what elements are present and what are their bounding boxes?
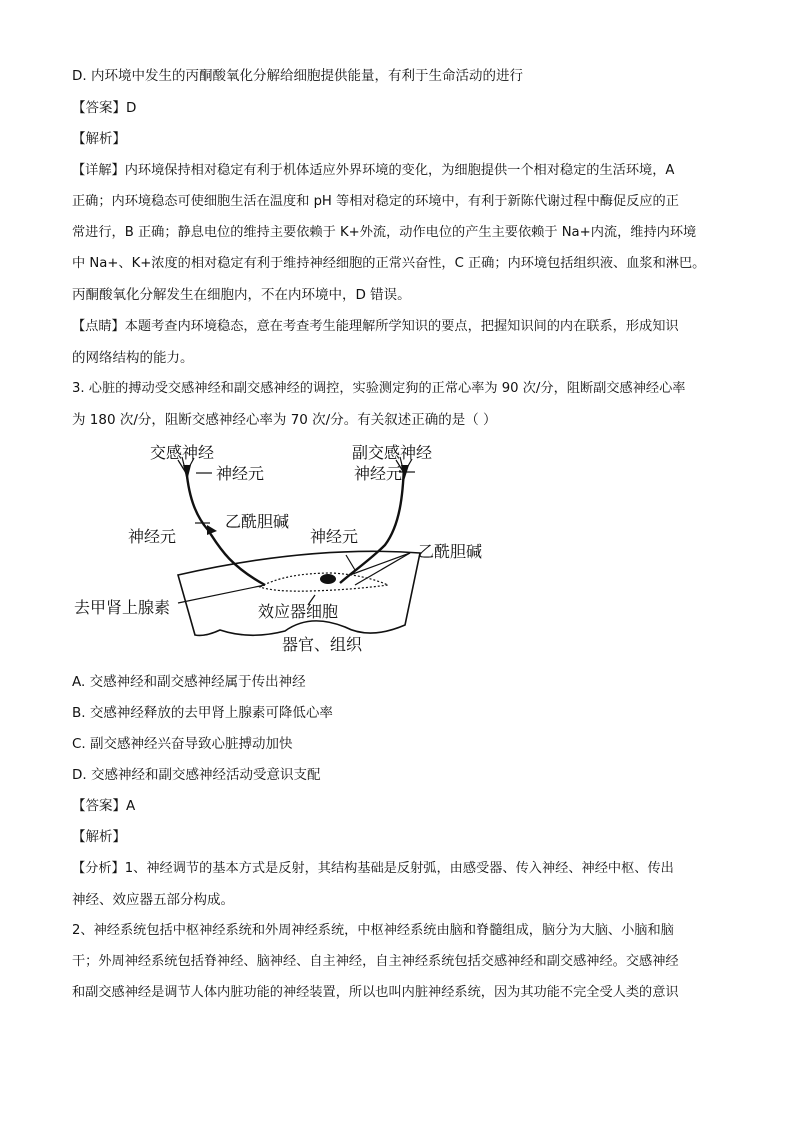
label-parasympathetic: 副交感神经 bbox=[352, 443, 433, 462]
label-effector-cell: 效应器细胞 bbox=[258, 602, 339, 621]
answer-label: 【答案】A bbox=[72, 798, 136, 814]
option-a: A. 交感神经和副交感神经属于传出神经 bbox=[72, 674, 306, 690]
analysis-text: 2、神经系统包括中枢神经系统和外周神经系统，中枢神经系统由脑和脊髓组成，脑分为大脑、小脑和脑 bbox=[72, 923, 674, 938]
answer-label: 【答案】D bbox=[72, 100, 137, 116]
question-stem: 3. 心脏的搏动受交感神经和副交感神经的调控，实验测定狗的正常心率为 90 次/分，阻断副交感神经心率 bbox=[72, 381, 686, 396]
detail-text: 正确；内环境稳态可使细胞生活在温度和 pH 等相对稳定的环境中，有利于新陈代谢过程中酶促反应的正 bbox=[72, 194, 679, 209]
label-acetylcholine: 乙酰胆碱 bbox=[225, 512, 290, 531]
detail-text: 常进行，B 正确；静息电位的维持主要依赖于 K+外流，动作电位的产生主要依赖于 Na+内流，维持内环境 bbox=[72, 225, 697, 240]
comment-text: 的网络结构的能力。 bbox=[72, 350, 194, 366]
label-neuron: 神经元 bbox=[354, 464, 403, 483]
option-c: C. 副交感神经兴奋导致心脏搏动加快 bbox=[72, 736, 293, 752]
analysis-text: 干；外周神经系统包括脊神经、脑神经、自主神经，自主神经系统包括交感神经和副交感神经。交感神经 bbox=[72, 954, 679, 969]
label-neuron: 神经元 bbox=[216, 464, 265, 483]
analysis-text: 【分析】1、神经调节的基本方式是反射，其结构基础是反射弧，由感受器、传入神经、神经中枢、传出 bbox=[72, 861, 674, 876]
analysis-text: 神经、效应器五部分构成。 bbox=[72, 892, 234, 908]
nerve-diagram bbox=[70, 435, 510, 660]
neuron-body-icon bbox=[183, 465, 191, 481]
detail-text: 中 Na+、K+浓度的相对稳定有利于维持神经细胞的正常兴奋性，C 正确；内环境包括组织液、血浆和淋巴。 bbox=[72, 256, 706, 271]
option-d-previous: D. 内环境中发生的丙酮酸氧化分解给细胞提供能量，有利于生命活动的进行 bbox=[72, 68, 523, 84]
option-d: D. 交感神经和副交感神经活动受意识支配 bbox=[72, 767, 321, 783]
label-norepinephrine: 去甲肾上腺素 bbox=[74, 598, 171, 617]
detail-text: 【详解】内环境保持相对稳定有利于机体适应外界环境的变化，为细胞提供一个相对稳定的生活环境，A bbox=[72, 163, 675, 178]
analysis-text: 和副交感神经是调节人体内脏功能的神经装置，所以也叫内脏神经系统，因为其功能不完全受人类的意识 bbox=[72, 985, 679, 1000]
analysis-label: 【解析】 bbox=[72, 829, 126, 845]
detail-text: 丙酮酸氧化分解发生在细胞内，不在内环境中，D 错误。 bbox=[72, 287, 411, 303]
arrow-icon bbox=[207, 525, 217, 535]
question-stem: 为 180 次/分，阻断交感神经心率为 70 次/分。有关叙述正确的是（ ） bbox=[72, 412, 497, 428]
analysis-label: 【解析】 bbox=[72, 131, 126, 147]
label-acetylcholine: 乙酰胆碱 bbox=[418, 542, 483, 561]
label-neuron: 神经元 bbox=[128, 527, 177, 546]
label-organ-tissue: 器官、组织 bbox=[282, 635, 363, 654]
comment-text: 【点睛】本题考查内环境稳态，意在考查考生能理解所学知识的要点，把握知识间的内在联系，形成知识 bbox=[72, 319, 679, 334]
label-neuron: 神经元 bbox=[310, 527, 359, 546]
option-b: B. 交感神经释放的去甲肾上腺素可降低心率 bbox=[72, 705, 333, 721]
nucleus-icon bbox=[320, 574, 336, 584]
organ-tissue-outline bbox=[178, 551, 420, 635]
label-sympathetic: 交感神经 bbox=[150, 443, 215, 462]
